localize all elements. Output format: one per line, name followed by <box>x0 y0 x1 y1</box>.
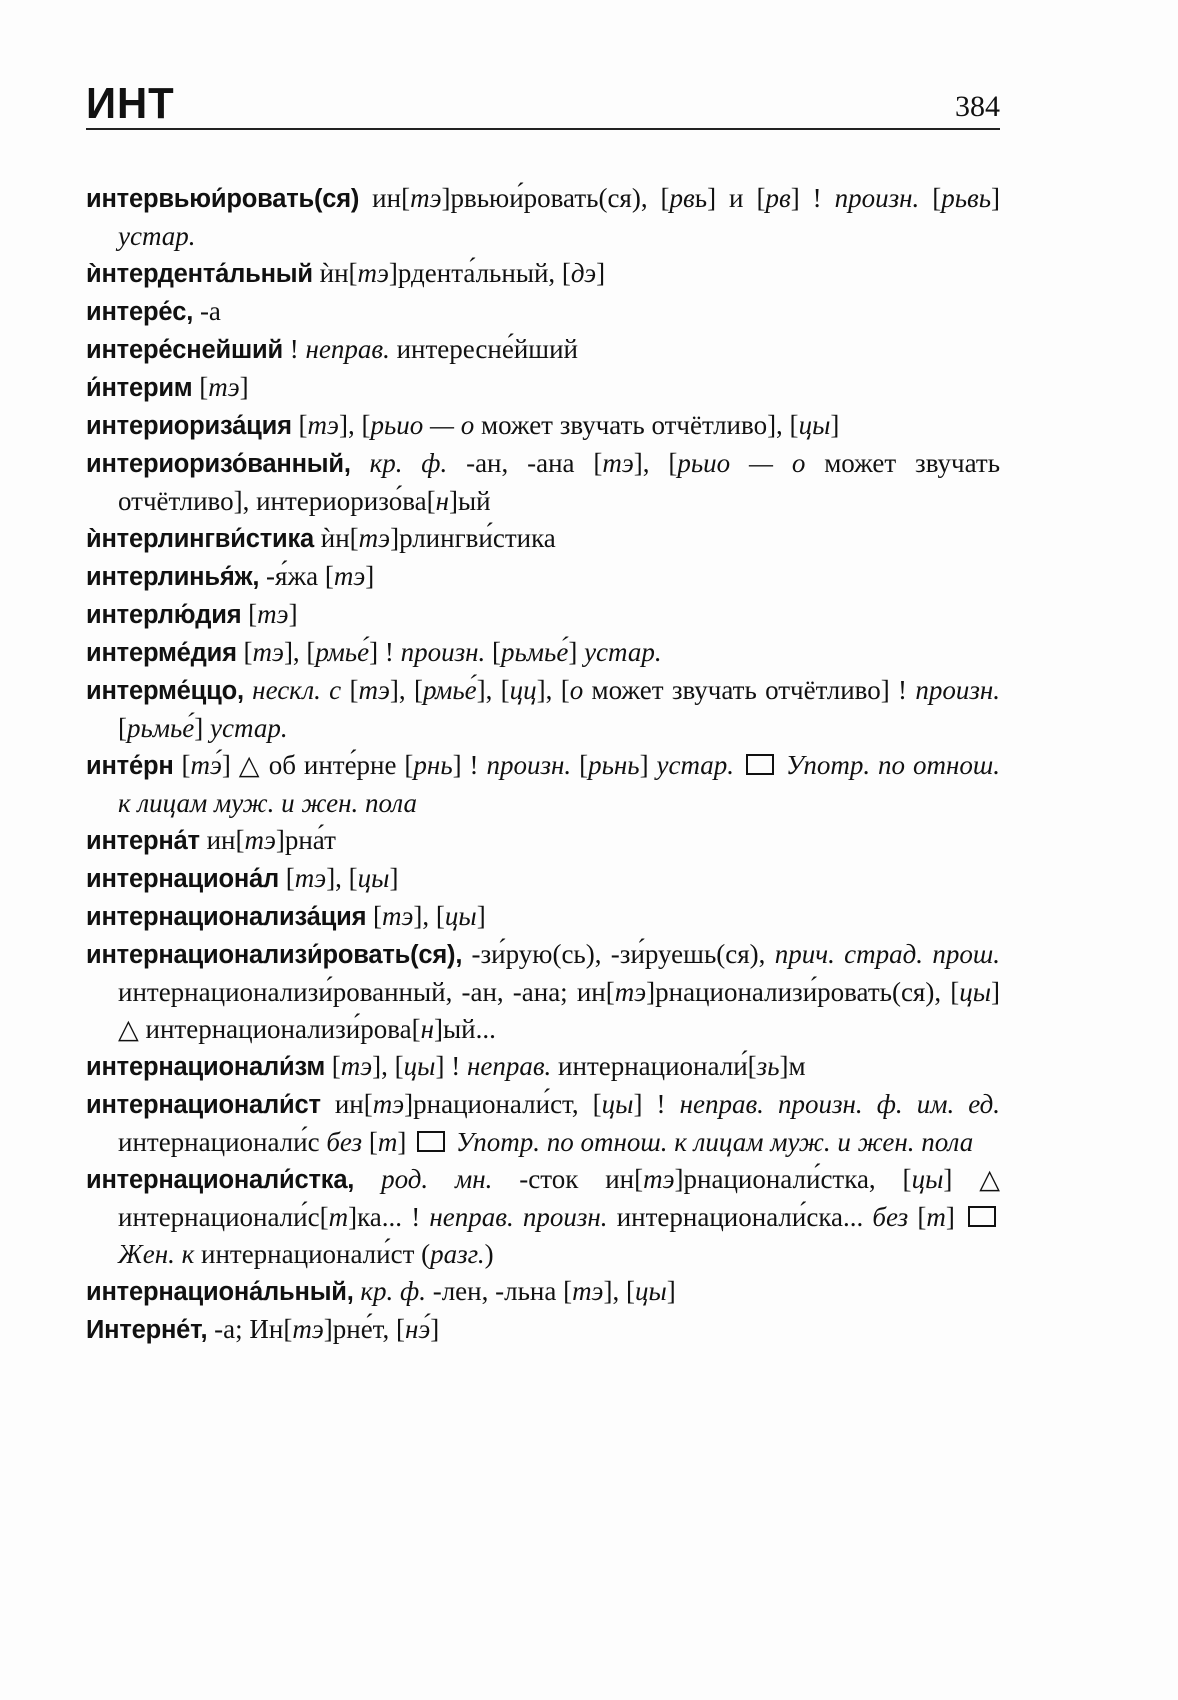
italic-note: дэ <box>570 258 597 288</box>
entry-text: ѝн[ <box>314 523 359 553</box>
entry-text: ]м <box>779 1051 806 1081</box>
entry-text: ]рне́т, [ <box>323 1314 405 1344</box>
headword: интернационали́стка, <box>86 1166 355 1194</box>
dictionary-entry <box>86 1048 1000 1086</box>
italic-note: без <box>326 1127 363 1157</box>
dictionary-entry <box>86 1311 1000 1349</box>
entry-text: ], [ <box>389 675 423 705</box>
entry-text: ], [ <box>476 675 510 705</box>
italic-note: рмье́ <box>422 675 477 705</box>
dictionary-page <box>86 74 1000 1349</box>
entry-text: ]рлингви́стика <box>390 523 556 553</box>
dictionary-entry <box>86 747 1000 822</box>
italic-note: тэ <box>294 863 327 893</box>
dictionary-entry <box>86 558 1000 596</box>
entry-text: ь] и [ <box>694 183 766 213</box>
entry-text: [ <box>192 372 209 402</box>
italic-note: тэ <box>358 523 391 553</box>
entry-text: [ <box>362 1127 378 1157</box>
entry-text: ] <box>288 599 298 629</box>
italic-note: рьио — о <box>677 448 806 478</box>
entry-text: ] ! <box>369 637 401 667</box>
italic-note: н <box>435 486 449 516</box>
headword: интернациона́льный, <box>86 1278 354 1306</box>
entry-text: ин[ <box>320 1089 373 1119</box>
entry-text <box>244 675 252 705</box>
headword: и́нтерим <box>86 374 193 402</box>
italic-note: кр. ф. <box>369 448 448 478</box>
italic-note: без <box>872 1202 909 1232</box>
dictionary-entry <box>86 1161 1000 1273</box>
italic-note: тэ <box>358 675 390 705</box>
entry-text: ] ! <box>633 1089 680 1119</box>
entry-text: ] <box>568 637 585 667</box>
italic-note: устар. <box>656 750 735 780</box>
headword: Интерне́т, <box>86 1316 208 1344</box>
entry-text: ] △ интернационали́с[ <box>118 1164 1001 1232</box>
headword: интере́с, <box>86 298 194 326</box>
italic-note: тэ <box>333 561 366 591</box>
dictionary-entry <box>86 822 1000 860</box>
italic-note: произн. <box>400 637 486 667</box>
entry-text: может звучать отчётливо], интериоризо́ва[ <box>118 448 1001 516</box>
entry-text: ], [ <box>338 410 371 440</box>
headword: интернационали́зм <box>86 1053 326 1081</box>
italic-note: т <box>926 1202 946 1232</box>
italic-note: тэ <box>244 825 276 855</box>
italic-note: цы <box>798 410 831 440</box>
entry-text: ], [ <box>603 1276 635 1306</box>
entry-text <box>354 1164 381 1194</box>
dictionary-entry <box>86 293 1000 331</box>
entry-text: [ <box>485 637 502 667</box>
entry-text: ]рнационали́ст, [ <box>404 1089 602 1119</box>
headword: интерме́ццо, <box>86 677 244 705</box>
entry-text: ) <box>484 1239 494 1269</box>
entry-text: ] <box>596 258 606 288</box>
entry-text: ] <box>194 713 211 743</box>
entry-text: интернационализи́рованный, -ан, -ана; ин[ <box>118 977 615 1007</box>
dictionary-entry <box>86 520 1000 558</box>
headword: интерлю́дия <box>86 601 242 629</box>
italic-note: рнь <box>413 750 453 780</box>
italic-note: цы <box>444 901 477 931</box>
italic-note: рьио — о <box>370 410 475 440</box>
italic-note: рьвь <box>941 183 992 213</box>
italic-note: неправ. <box>305 334 390 364</box>
entry-text: -сток ин[ <box>492 1164 644 1194</box>
entry-text: ] ! <box>452 750 487 780</box>
italic-note: тэ <box>382 901 414 931</box>
entry-text: ]рна́т <box>275 825 336 855</box>
entry-text: ] <box>397 1127 407 1157</box>
italic-note: рв <box>669 183 695 213</box>
dictionary-entry <box>86 898 1000 936</box>
headword: инте́рн <box>86 752 174 780</box>
entry-text: ]ый <box>448 486 491 516</box>
italic-note: устар. <box>210 713 288 743</box>
italic-note: цы <box>403 1051 436 1081</box>
italic-note: цы <box>959 977 992 1007</box>
entry-text: ] △ интернационализи́рова[ <box>118 977 1001 1044</box>
headword: интернационализа́ция <box>86 903 367 931</box>
entry-text: ] <box>945 1202 955 1232</box>
entry-text: ]рнационализи́ровать(ся), [ <box>646 977 960 1007</box>
page-number: 384 <box>955 90 1000 123</box>
entry-text: [ <box>241 599 258 629</box>
italic-note: устар. <box>118 221 196 251</box>
headword: интервьюи́ровать(ся) <box>86 185 360 213</box>
entry-text: [ <box>291 410 308 440</box>
entry-text: -я́жа [ <box>259 561 334 591</box>
italic-note: тэ <box>372 1089 405 1119</box>
entry-text: ]рнационали́стка, [ <box>674 1164 912 1194</box>
entry-text: интернационали́ст ( <box>194 1239 431 1269</box>
entry-text: ин[ <box>359 183 411 213</box>
italic-note: цы <box>357 863 390 893</box>
entry-text: -а <box>193 296 221 326</box>
entry-text: [ <box>279 863 295 893</box>
entry-text: ], [ <box>326 863 358 893</box>
dictionary-entry <box>86 445 1000 520</box>
entry-text: ]рдента́льный, [ <box>388 258 571 288</box>
entry-text: ]ый... <box>434 1014 496 1044</box>
entry-text: ѝн[ <box>312 258 358 288</box>
entry-text: ] ! <box>435 1051 467 1081</box>
italic-note: произн. <box>915 675 1001 705</box>
entry-text: [ <box>118 713 127 743</box>
italic-note: тэ <box>340 1051 373 1081</box>
entry-text: ] <box>639 750 657 780</box>
entry-text: ] <box>476 901 486 931</box>
entry-text: ] <box>389 863 399 893</box>
headword: интернациона́л <box>86 865 280 893</box>
entry-text: [ <box>908 1202 927 1232</box>
italic-note: род. мн. <box>381 1164 493 1194</box>
headword: интерна́т <box>86 827 200 855</box>
dictionary-entry <box>86 936 1000 1048</box>
italic-note: тэ <box>307 410 339 440</box>
headword: интериоризо́ванный, <box>86 450 351 478</box>
entry-text: ]ка... ! <box>348 1202 430 1232</box>
entry-text: ], [ <box>413 901 445 931</box>
headword: интериориза́ция <box>86 412 292 440</box>
entry-text: ], [ <box>283 637 316 667</box>
italic-note: тэ <box>614 977 647 1007</box>
italic-note: неправ. произн. ф. им. ед. <box>679 1089 1000 1119</box>
italic-note: устар. <box>584 637 662 667</box>
entry-text: -зи́рую(сь), -зи́руешь(ся), <box>462 939 775 969</box>
italic-note: н <box>420 1014 435 1044</box>
entry-text: ] <box>430 1314 440 1344</box>
italic-note: произн. <box>834 183 920 213</box>
entry-text <box>351 448 370 478</box>
page-header <box>86 74 1000 130</box>
italic-note: цы <box>634 1276 667 1306</box>
entry-text: ! <box>282 334 306 364</box>
italic-note: т <box>377 1127 398 1157</box>
italic-note: Употр. по отнош. к лицам муж. и жен. пола <box>118 750 1000 818</box>
italic-note: разг. <box>430 1239 485 1269</box>
italic-note: тэ <box>643 1164 675 1194</box>
italic-note: нескл. с <box>252 675 342 705</box>
entry-text: -ан, -ана [ <box>447 448 603 478</box>
entry-text: ] △ об инте́рне [ <box>221 750 414 780</box>
entry-text: интернационали́ска... <box>607 1202 873 1232</box>
running-head: ИНТ <box>86 79 175 128</box>
italic-note: тэ <box>252 637 284 667</box>
entry-text: ] <box>666 1276 676 1306</box>
italic-note: цы <box>601 1089 634 1119</box>
headword: ѝнтердента́льный <box>86 260 313 288</box>
entry-text: [ <box>173 750 191 780</box>
dictionary-entry <box>86 634 1000 672</box>
usage-note-box-icon <box>417 1131 445 1152</box>
italic-note: Жен. к <box>118 1239 195 1269</box>
entry-list <box>86 180 1000 1349</box>
headword: интере́снейший <box>86 336 283 364</box>
entry-text: интернационали́[ <box>551 1051 757 1081</box>
italic-note: рьмье́ <box>127 713 195 743</box>
entry-text: ] <box>365 561 375 591</box>
entry-text: [ <box>325 1051 341 1081</box>
dictionary-entry <box>86 331 1000 369</box>
italic-note: тэ <box>208 372 240 402</box>
italic-note: тэ <box>410 183 442 213</box>
entry-text: ], [ <box>536 675 570 705</box>
entry-text: ], [ <box>372 1051 404 1081</box>
dictionary-entry <box>86 407 1000 445</box>
italic-note: неправ. <box>466 1051 552 1081</box>
italic-note: зь <box>756 1051 780 1081</box>
italic-note: цы <box>911 1164 944 1194</box>
italic-note: тэ <box>292 1314 324 1344</box>
entry-text: [ <box>366 901 382 931</box>
italic-note: тэ <box>357 258 389 288</box>
entry-text: [ <box>919 183 942 213</box>
dictionary-entry <box>86 672 1000 747</box>
italic-note: неправ. произн. <box>429 1202 608 1232</box>
italic-note: нэ́ <box>404 1314 431 1344</box>
dictionary-entry <box>86 255 1000 293</box>
entry-text: ], [ <box>633 448 678 478</box>
usage-note-box-icon <box>746 754 774 775</box>
dictionary-entry <box>86 369 1000 407</box>
entry-text: ] ! <box>790 183 835 213</box>
italic-note: тэ <box>602 448 634 478</box>
entry-text: ] <box>991 183 1001 213</box>
entry-text: может звучать отчётливо] ! <box>583 675 916 705</box>
italic-note: тэ <box>572 1276 604 1306</box>
italic-note: Употр. по отнош. к лицам муж. и жен. пола <box>455 1127 974 1157</box>
italic-note: кр. ф. <box>360 1276 426 1306</box>
entry-text: интернационали́с <box>118 1127 327 1157</box>
italic-note: о <box>569 675 584 705</box>
dictionary-entry <box>86 860 1000 898</box>
entry-text: ] <box>830 410 840 440</box>
italic-note: тэ <box>257 599 289 629</box>
italic-note: прич. страд. прош. <box>774 939 1000 969</box>
dictionary-entry <box>86 1273 1000 1311</box>
entry-text: [ <box>236 637 253 667</box>
entry-text: -лен, -льна [ <box>425 1276 573 1306</box>
dictionary-entry <box>86 180 1000 255</box>
dictionary-entry <box>86 596 1000 634</box>
headword: ѝнтерлингви́стика <box>86 525 315 553</box>
headword: интерме́дия <box>86 639 237 667</box>
italic-note: произн. <box>486 750 572 780</box>
headword: интерлинья́ж, <box>86 563 260 591</box>
entry-text: ] <box>239 372 249 402</box>
headword: интернационализи́ровать(ся), <box>86 941 463 969</box>
entry-text: интересне́йший <box>389 334 578 364</box>
italic-note: рьмье́ <box>501 637 569 667</box>
entry-text: [ <box>571 750 589 780</box>
entry-text: ]рвьюи́ровать(ся), [ <box>441 183 670 213</box>
italic-note: т <box>328 1202 349 1232</box>
italic-note: рьнь <box>588 750 640 780</box>
italic-note: цц <box>509 675 537 705</box>
dictionary-entry <box>86 1086 1000 1161</box>
italic-note: тэ́ <box>190 750 222 780</box>
entry-text: -а; Ин[ <box>207 1314 293 1344</box>
italic-note: рмье́ <box>315 637 370 667</box>
headword: интернационали́ст <box>86 1091 321 1119</box>
usage-note-box-icon <box>968 1206 996 1227</box>
entry-text: ин[ <box>199 825 245 855</box>
italic-note: рв <box>765 183 791 213</box>
entry-text: [ <box>341 675 359 705</box>
entry-text: может звучать отчётливо], [ <box>474 410 799 440</box>
